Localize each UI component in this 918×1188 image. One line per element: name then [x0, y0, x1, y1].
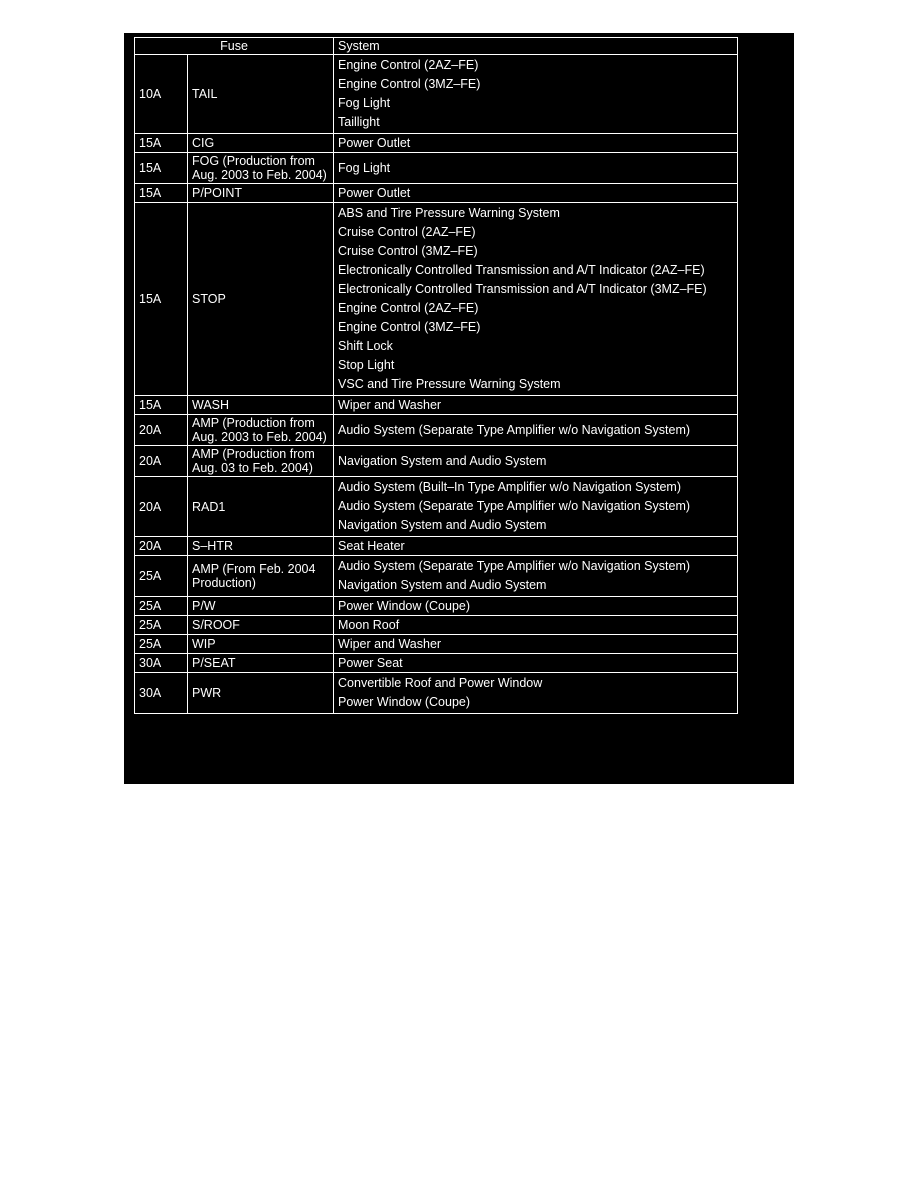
fuse-name: AMP (From Feb. 2004 Production): [188, 556, 334, 597]
system-cell: [334, 654, 738, 673]
fuse-name: STOP: [188, 203, 334, 396]
system-entry: Power Window (Coupe): [338, 599, 471, 613]
system-cell: [334, 134, 738, 153]
system-entry: Audio System (Separate Type Amplifier w/o Navigation System): [338, 423, 691, 437]
system-cell: [334, 673, 738, 714]
system-entry: Engine Control (2AZ–FE): [338, 58, 479, 72]
fuse-name: S/ROOF: [188, 616, 334, 635]
fuse-amperage: 10A: [135, 55, 188, 134]
table-row: [135, 55, 738, 134]
fuse-amperage: 20A: [135, 537, 188, 556]
fuse-amperage: 15A: [135, 396, 188, 415]
system-entry: Cruise Control (2AZ–FE): [338, 225, 476, 239]
system-entry: Power Outlet: [338, 186, 411, 200]
fuse-name: RAD1: [188, 477, 334, 537]
fuse-name: WIP: [188, 635, 334, 654]
system-entry: Wiper and Washer: [338, 637, 442, 651]
fuse-amperage: 30A: [135, 654, 188, 673]
table-row: [135, 477, 738, 537]
system-entry: Audio System (Separate Type Amplifier w/o Navigation System): [338, 499, 691, 513]
table-row: [135, 556, 738, 597]
fuse-amperage: 20A: [135, 415, 188, 446]
table-header-row: [135, 38, 738, 55]
fuse-amperage: 15A: [135, 203, 188, 396]
system-cell: [334, 635, 738, 654]
system-entry: Stop Light: [338, 358, 395, 372]
fuse-amperage: 15A: [135, 153, 188, 184]
table-row: [135, 446, 738, 477]
system-entry: Shift Lock: [338, 339, 393, 353]
fuse-amperage: 25A: [135, 597, 188, 616]
system-entry: Power Window (Coupe): [338, 695, 471, 709]
table-row: [135, 537, 738, 556]
system-entry: Engine Control (3MZ–FE): [338, 77, 481, 91]
fuse-name: AMP (Production from Aug. 03 to Feb. 2004): [188, 446, 334, 477]
system-entry: Moon Roof: [338, 618, 400, 632]
system-entry: Electronically Controlled Transmission and A/T Indicator (3MZ–FE): [338, 282, 707, 296]
table-row: [135, 673, 738, 714]
fuse-name: PWR: [188, 673, 334, 714]
table-row: [135, 184, 738, 203]
table-row: [135, 616, 738, 635]
system-cell: [334, 203, 738, 396]
fuse-name: P/POINT: [188, 184, 334, 203]
fuse-amperage: 20A: [135, 477, 188, 537]
system-entry: ABS and Tire Pressure Warning System: [338, 206, 560, 220]
fuse-amperage: 20A: [135, 446, 188, 477]
system-entry: Navigation System and Audio System: [338, 578, 547, 592]
system-entry: Convertible Roof and Power Window: [338, 676, 543, 690]
system-cell: [334, 556, 738, 597]
system-entry: Taillight: [338, 115, 380, 129]
system-cell: [334, 477, 738, 537]
table-row: [135, 654, 738, 673]
fuse-table: [134, 37, 738, 714]
system-entry: Engine Control (2AZ–FE): [338, 301, 479, 315]
fuse-name: P/SEAT: [188, 654, 334, 673]
system-cell: [334, 597, 738, 616]
system-cell: [334, 616, 738, 635]
system-cell: [334, 184, 738, 203]
system-entry: Navigation System and Audio System: [338, 518, 547, 532]
system-entry: Fog Light: [338, 96, 391, 110]
system-cell: [334, 396, 738, 415]
system-cell: [334, 415, 738, 446]
system-cell: [334, 55, 738, 134]
system-entry: Electronically Controlled Transmission and A/T Indicator (2AZ–FE): [338, 263, 705, 277]
system-cell: [334, 537, 738, 556]
table-row: [135, 153, 738, 184]
fuse-name: CIG: [188, 134, 334, 153]
table-row: [135, 134, 738, 153]
fuse-name: WASH: [188, 396, 334, 415]
table-row: [135, 415, 738, 446]
system-entry: Fog Light: [338, 161, 391, 175]
system-column-header: System: [334, 38, 738, 55]
table-row: [135, 203, 738, 396]
system-entry: Wiper and Washer: [338, 398, 442, 412]
table-row: [135, 635, 738, 654]
fuse-table-body: [135, 55, 738, 714]
fuse-amperage: 15A: [135, 184, 188, 203]
fuse-name: AMP (Production from Aug. 2003 to Feb. 2004): [188, 415, 334, 446]
table-row: [135, 597, 738, 616]
fuse-name: S–HTR: [188, 537, 334, 556]
fuse-name: TAIL: [188, 55, 334, 134]
system-cell: [334, 153, 738, 184]
fuse-name: FOG (Production from Aug. 2003 to Feb. 2004): [188, 153, 334, 184]
system-entry: Audio System (Built–In Type Amplifier w/o Navigation System): [338, 480, 681, 494]
fuse-column-header: Fuse: [135, 38, 334, 55]
system-entry: Engine Control (3MZ–FE): [338, 320, 481, 334]
fuse-amperage: 15A: [135, 134, 188, 153]
system-entry: Power Outlet: [338, 136, 411, 150]
table-row: [135, 396, 738, 415]
fuse-table-panel: [124, 33, 794, 784]
fuse-amperage: 30A: [135, 673, 188, 714]
system-entry: Power Seat: [338, 656, 403, 670]
system-entry: Seat Heater: [338, 539, 405, 553]
system-cell: [334, 446, 738, 477]
system-entry: Audio System (Separate Type Amplifier w/o Navigation System): [338, 559, 691, 573]
fuse-amperage: 25A: [135, 616, 188, 635]
fuse-name: P/W: [188, 597, 334, 616]
system-entry: Navigation System and Audio System: [338, 454, 547, 468]
fuse-amperage: 25A: [135, 635, 188, 654]
system-entry: Cruise Control (3MZ–FE): [338, 244, 478, 258]
system-entry: VSC and Tire Pressure Warning System: [338, 377, 561, 391]
fuse-amperage: 25A: [135, 556, 188, 597]
